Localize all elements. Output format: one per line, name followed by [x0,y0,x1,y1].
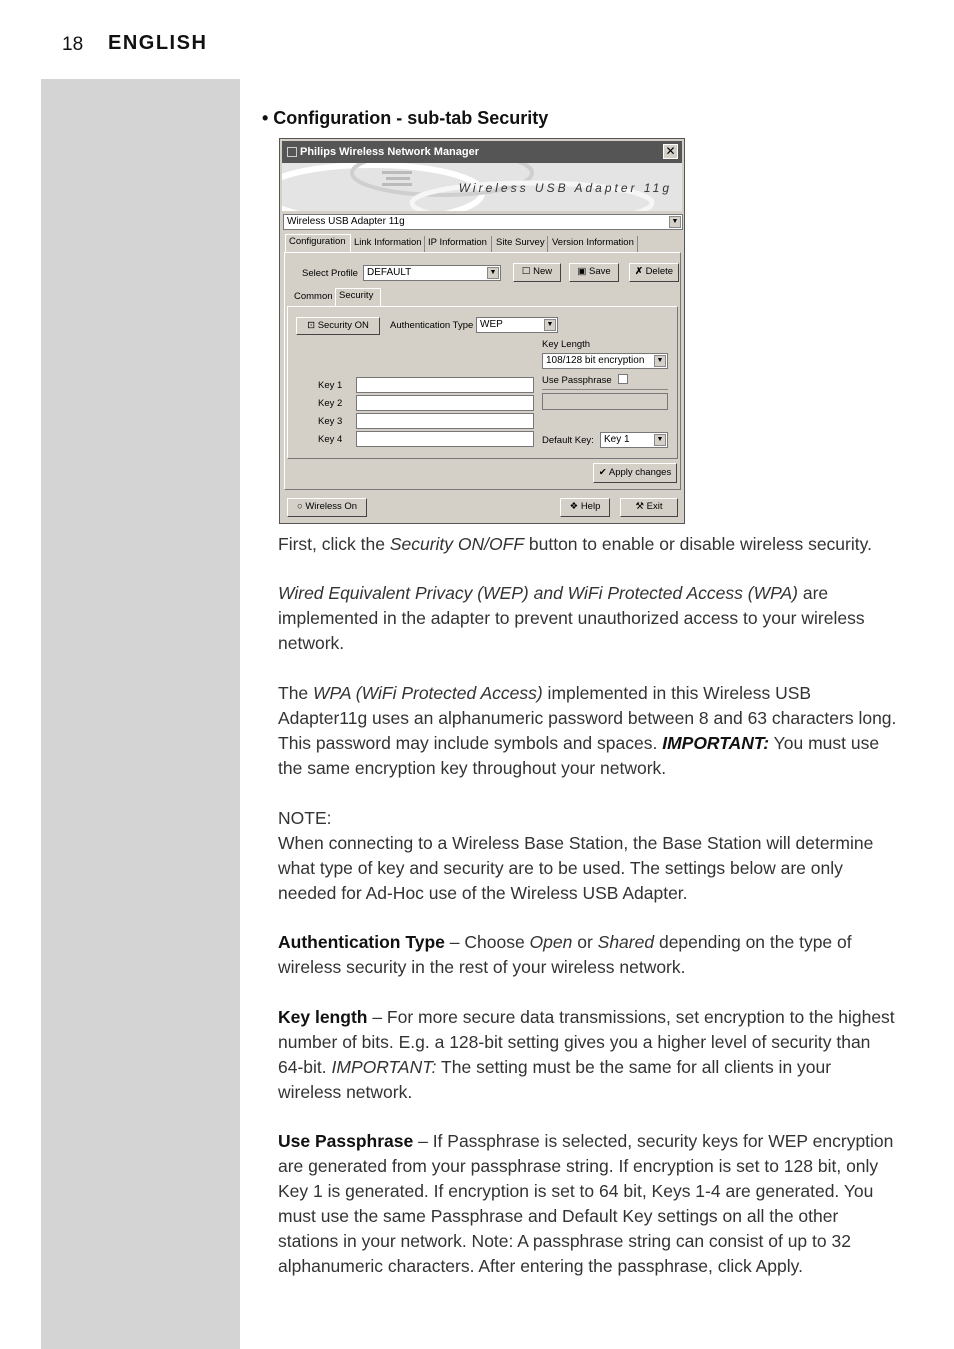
default-key-value: Key 1 [604,434,630,445]
new-button[interactable] [513,263,561,282]
security-subpanel [287,306,678,459]
paragraph-wep-wpa: Wired Equivalent Privacy (WEP) and WiFi Protected Access (WPA) are implemented in the adapter to prevent unauthorized access to your wireless network. [278,583,865,653]
tab-link-information[interactable]: Link Information [351,236,425,252]
wireless-manager-window [279,138,685,524]
adapter-select[interactable] [283,214,683,230]
key-4-input[interactable] [356,431,534,447]
exit-button[interactable] [620,498,678,517]
paragraph-note [278,806,898,906]
auth-type-label: Authentication Type [390,320,474,331]
paragraph-security-button: First, click the Security ON/OFF button to enable or disable wireless security. [278,534,872,554]
configuration-panel [284,252,681,490]
tab-ip-information[interactable]: IP Information [425,236,492,252]
banner [282,163,682,211]
delete-button-label: Delete [645,266,674,277]
adapter-select-value: Wireless USB Adapter 11g [287,216,405,227]
save-button-label: Save [588,266,611,277]
new-icon: ☐ [521,266,531,277]
exit-icon: ⚒ [635,501,645,512]
key-1-input[interactable] [356,377,534,393]
margin-gray-column [41,79,240,1349]
security-on-label: Security ON [317,320,369,331]
passphrase-input[interactable] [542,393,668,410]
emphasis: Shared [597,932,655,952]
save-button[interactable] [569,263,619,282]
page-number: 18 [62,34,84,55]
chevron-down-icon: ▼ [654,355,666,367]
term-title: Authentication Type [278,932,445,952]
important-label: IMPORTANT: [662,733,770,753]
paragraph-key-length: Key length – For more secure data transmissions, set encryption to the highest number of bits. E.g. a 128-bit setting gives you a higher level of security than 64-bit. IMPORTANT: The setting must be the same for all clients in your wireless network. [278,1007,895,1102]
emphasis: WPA (WiFi Protected Access) [313,683,543,703]
auth-type-select[interactable] [476,317,558,333]
chevron-down-icon: ▼ [544,319,556,331]
emphasis: Open [529,932,573,952]
term-title: Use Passphrase [278,1131,414,1151]
new-button-label: New [533,266,553,277]
subtab-security[interactable]: Security [335,288,381,307]
use-passphrase-checkbox[interactable] [618,374,628,384]
key-4-label: Key 4 [318,434,343,445]
important-label: IMPORTANT: [331,1057,437,1077]
key-length-value: 108/128 bit encryption [546,355,645,366]
app-icon [287,147,297,157]
chevron-down-icon: ▼ [487,267,499,279]
subtab-common[interactable]: Common [291,290,338,306]
section-heading: • Configuration - sub-tab Security [262,108,549,128]
delete-button[interactable] [629,263,679,282]
chevron-down-icon: ▼ [654,434,666,446]
emphasis: Security ON/OFF [389,534,525,554]
help-button-label: Help [580,501,601,512]
use-passphrase-label: Use Passphrase [542,375,612,386]
select-profile-label: Select Profile [302,268,358,279]
language-header: ENGLISH [108,32,208,54]
key-2-label: Key 2 [318,398,343,409]
paragraph-authentication-type: Authentication Type – Choose Open or Shared depending on the type of wireless security in the rest of your wireless network. [278,932,852,977]
default-key-label: Default Key: [542,435,594,446]
paragraph-use-passphrase: Use Passphrase – If Passphrase is selected, security keys for WEP encryption are generated from your passphrase string. If encryption is set to 128 bit, only Key 1 is generated. If encryption is set to 64 bit, Keys 1-4 are generated. You must use the same Passphrase and Default Key settings on all the other stations in your network. Note: A passphrase string can consist of up to 32 alphanumeric characters. After entering the passphrase, click Apply. [278,1131,894,1276]
key-2-input[interactable] [356,395,534,411]
tab-version-information[interactable]: Version Information [549,236,638,252]
help-button[interactable] [560,498,610,517]
note-text: When connecting to a Wireless Base Station, the Base Station will determine what type of key and security are to be used. The settings below are only needed for Ad-Hoc use of the Wireless USB Adapter. [278,833,874,903]
auth-type-value: WEP [480,319,503,330]
exit-button-label: Exit [646,501,663,512]
profile-select[interactable] [363,265,501,281]
apply-changes-label: Apply changes [608,467,672,478]
divider [542,389,668,390]
note-title: NOTE: [278,808,332,828]
window-title: Philips Wireless Network Manager [300,146,480,158]
apply-changes-button[interactable] [593,463,677,483]
paragraph-wpa-details: The WPA (WiFi Protected Access) implemented in this Wireless USB Adapter11g uses an alphanumeric password between 8 and 63 characters long. This password may include symbols and spaces. IMPORTANT: You must use the same encryption key throughout your network. [278,683,897,778]
save-icon: ▣ [577,266,587,277]
help-icon: ❖ [569,501,579,512]
key-length-label: Key Length [542,339,591,350]
key-length-select[interactable] [542,353,668,369]
delete-icon: ✗ [634,266,643,277]
profile-select-value: DEFAULT [367,267,412,278]
key-3-label: Key 3 [318,416,343,427]
title-bar [282,141,682,163]
tab-site-survey[interactable]: Site Survey [493,236,548,252]
term-title: Key length [278,1007,368,1027]
key-3-input[interactable] [356,413,534,429]
lock-icon: ⊡ [307,320,316,331]
wireless-on-label: Wireless On [305,501,358,512]
wireless-on-button[interactable] [287,498,367,517]
radio-circle-icon: ○ [296,501,303,512]
default-key-select[interactable] [600,432,668,448]
chevron-down-icon: ▼ [669,216,681,228]
close-button[interactable]: ✕ [663,144,678,159]
emphasis: Wired Equivalent Privacy (WEP) and WiFi Protected Access (WPA) [278,583,798,603]
checkmark-icon: ✔ [598,467,607,478]
security-on-button[interactable] [296,317,380,335]
banner-text: Wireless USB Adapter 11g [458,181,672,195]
key-1-label: Key 1 [318,380,343,391]
tab-configuration[interactable]: Configuration [285,234,351,253]
